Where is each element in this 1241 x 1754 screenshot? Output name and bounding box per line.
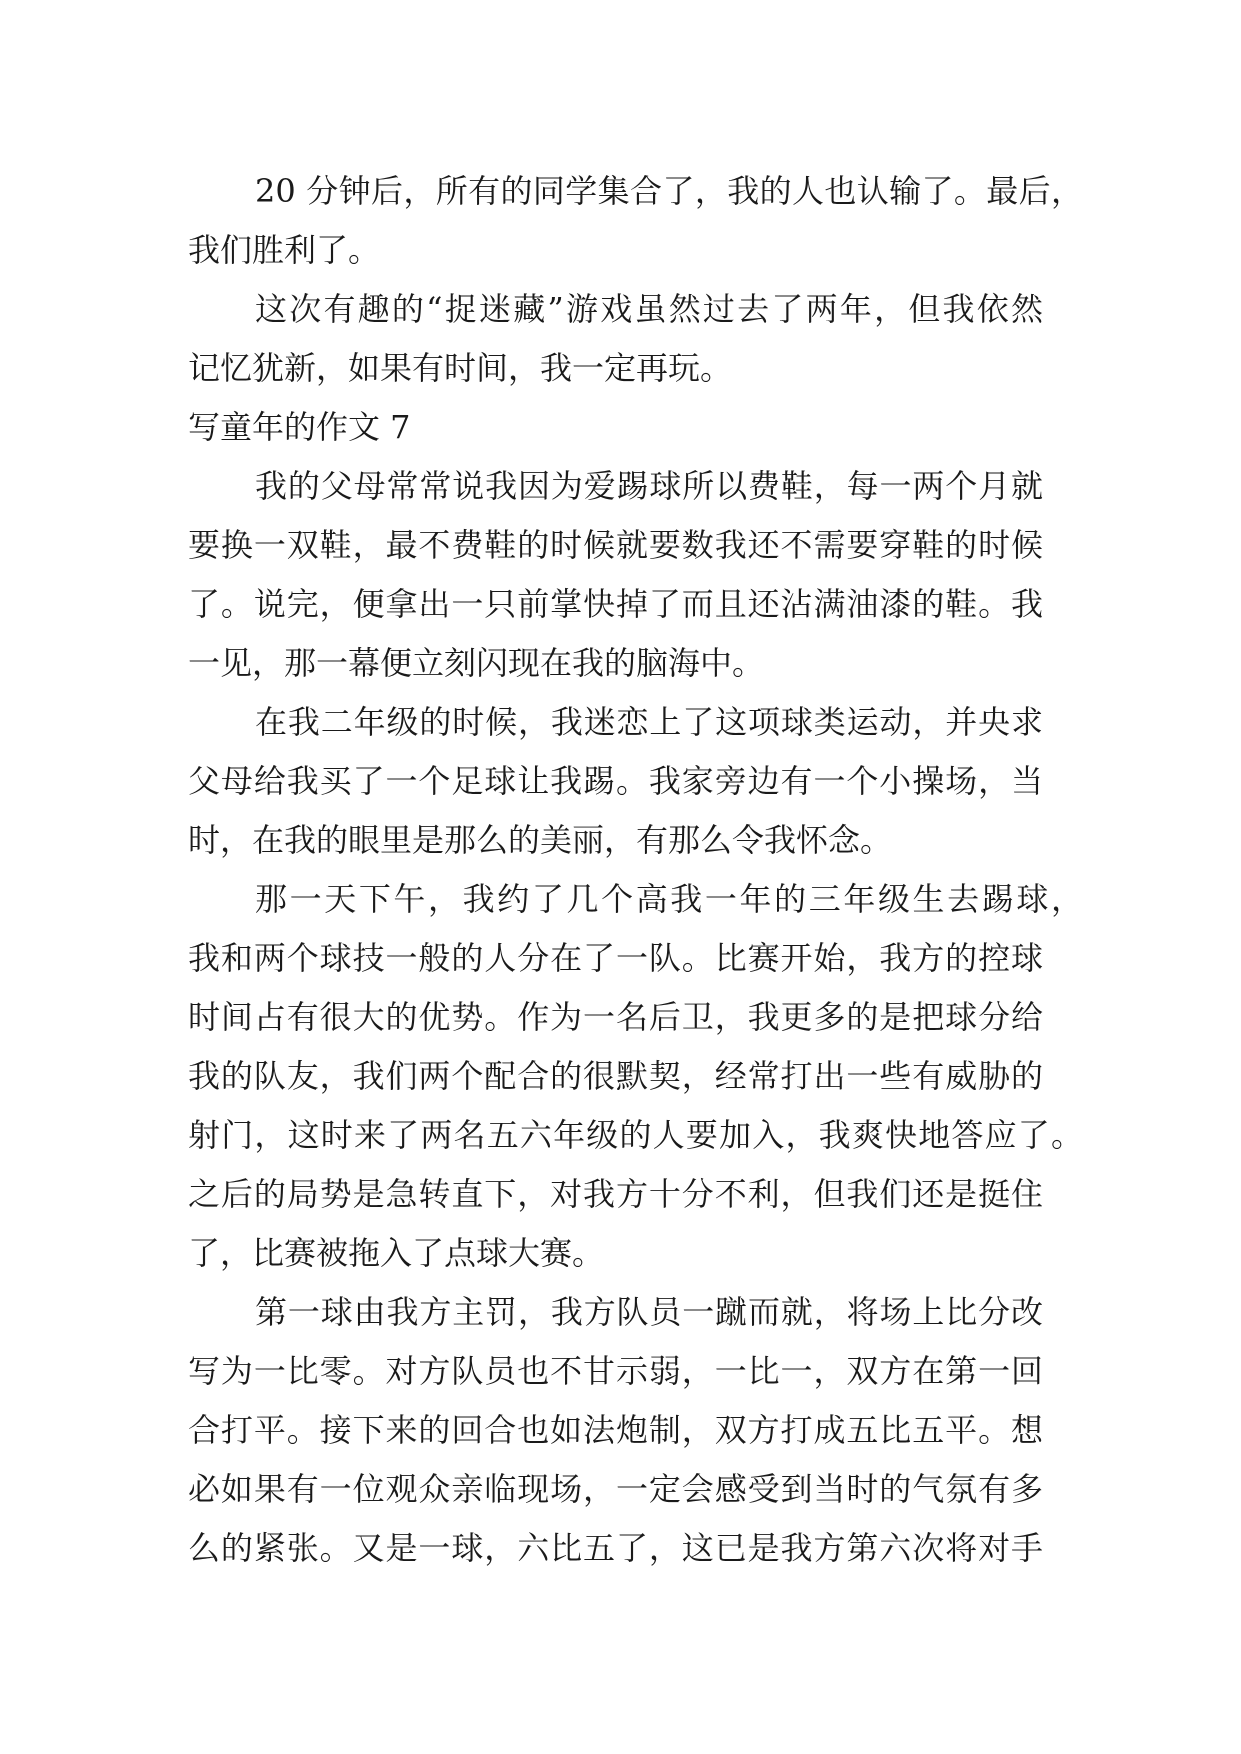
text-line: 我的父母常常说我因为爱踢球所以费鞋，每一两个月就 [255, 467, 1043, 505]
text-line: 我的队友，我们两个配合的很默契，经常打出一些有威胁的 [188, 1057, 1043, 1095]
text-line: 必如果有一位观众亲临现场，一定会感受到当时的气氛有多 [188, 1470, 1043, 1508]
text-line: 时，在我的眼里是那么的美丽，有那么令我怀念。 [188, 821, 893, 859]
text-line: 记忆犹新，如果有时间，我一定再玩。 [188, 349, 733, 387]
text-line: 合打平。接下来的回合也如法炮制，双方打成五比五平。想 [188, 1411, 1043, 1449]
text-line: 我们胜利了。 [188, 231, 381, 269]
text-line: 了。说完，便拿出一只前掌快掉了而且还沾满油漆的鞋。我 [188, 585, 1043, 623]
document-body [188, 162, 1088, 1578]
text-line: 20 分钟后，所有的同学集合了，我的人也认输了。最后， [255, 172, 1083, 210]
text-line: 了，比赛被拖入了点球大赛。 [188, 1234, 605, 1272]
text-line: 一见，那一幕便立刻闪现在我的脑海中。 [188, 644, 765, 682]
text-line: 第一球由我方主罚，我方队员一蹴而就，将场上比分改 [255, 1293, 1043, 1331]
text-line: 之后的局势是急转直下，对我方十分不利，但我们还是挺住 [188, 1175, 1043, 1213]
text-line: 射门，这时来了两名五六年级的人要加入，我爽快地答应了。 [188, 1116, 1083, 1154]
text-line: 这次有趣的“捉迷藏”游戏虽然过去了两年，但我依然 [255, 290, 1043, 328]
text-line: 么的紧张。又是一球，六比五了，这已是我方第六次将对手 [188, 1529, 1043, 1567]
text-line: 我和两个球技一般的人分在了一队。比赛开始，我方的控球 [188, 939, 1043, 977]
text-line: 在我二年级的时候，我迷恋上了这项球类运动，并央求 [255, 703, 1043, 741]
text-line: 要换一双鞋，最不费鞋的时候就要数我还不需要穿鞋的时候 [188, 526, 1043, 564]
text-line: 父母给我买了一个足球让我踢。我家旁边有一个小操场，当 [188, 762, 1043, 800]
text-line: 写为一比零。对方队员也不甘示弱，一比一，双方在第一回 [188, 1352, 1043, 1390]
text-line: 那一天下午，我约了几个高我一年的三年级生去踢球， [255, 880, 1083, 918]
text-line: 时间占有很大的优势。作为一名后卫，我更多的是把球分给 [188, 998, 1043, 1036]
section-heading: 写童年的作文 7 [188, 408, 411, 446]
